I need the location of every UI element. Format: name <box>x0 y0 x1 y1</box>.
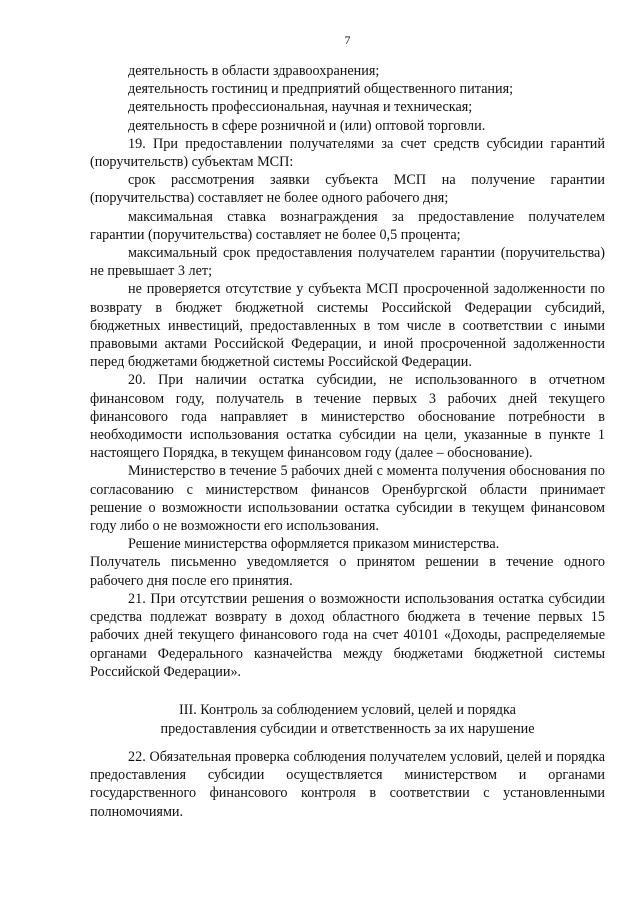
section-heading-line-2: предоставления субсидии и ответственность за их нарушение <box>160 721 535 737</box>
clause-19-rate: максимальная ставка вознаграждения за предоставление получателем гарантии (поручительства) составляет не более 0,5 процента; <box>90 208 605 243</box>
list-item-trade: деятельность в сфере розничной и (или) оптовой торговли. <box>128 117 486 134</box>
section-heading <box>90 701 605 739</box>
clause-19: 19. При предоставлении получателями за счет средств субсидии гарантий (поручительств) субъектам МСП: <box>90 135 605 171</box>
document-page <box>90 0 605 905</box>
clause-21: 21. При отсутствии решения о возможности использования остатка субсидии средства подлежат возврату в доход областного бюджета в течение первых 15 рабочих дней текущего финансового года на счет 40101 «Доходы, распределяемые органами Федерального казначейства между бюджетами бюджетной системы Российской Федерации». <box>90 590 605 680</box>
clause-20-notification: Получатель письменно уведомляется о принятом решении в течение одного рабочего дня после его принятия. <box>90 554 605 589</box>
list-item-hotels: деятельность гостиниц и предприятий общественного питания; <box>128 81 514 98</box>
document-body <box>90 62 605 681</box>
clause-19-term: срок рассмотрения заявки субъекта МСП на получение гарантии (поручительства) составляет не более одного рабочего дня; <box>90 172 605 207</box>
section-body <box>90 748 605 821</box>
clause-20-decision: Решение министерства оформляется приказом министерства. <box>128 536 500 553</box>
clause-20-ministry: Министерство в течение 5 рабочих дней с момента получения обоснования по согласованию с министерством финансов Оренбургской области принимает решение о возможности использовании остатка субсидии в текущем финансовом году либо о не возможности его использования. <box>90 463 605 535</box>
list-item-healthcare: деятельность в области здравоохранения; <box>128 63 380 79</box>
clause-19-debt-check: не проверяется отсутствие у субъекта МСП просроченной задолженности по возврату в бюджет бюджетной системы Российской Федерации субсидий, бюджетных инвестиций, предоставленных в том числе в соответствии с иными правовыми актами Российской Федерации, и иной просроченной задолженности перед бюджетами бюджетной системы Российской Федерации. <box>90 281 605 371</box>
clause-22: 22. Обязательная проверка соблюдения получателем условий, целей и порядка предоставления субсидии осуществляется министерством и органами государственного финансового контроля в соответствии с установленными полномочиями. <box>90 749 605 820</box>
section-heading-line-1: III. Контроль за соблюдением условий, целей и порядка <box>179 702 516 718</box>
page-number: 7 <box>344 33 351 47</box>
clause-19-max-term: максимальный срок предоставления получателем гарантии (поручительства) не превышает 3 лет; <box>90 245 605 280</box>
clause-20: 20. При наличии остатка субсидии, не использованного в отчетном финансовом году, получатель в течение первых 3 рабочих дней текущего финансового года направляет в министерство обоснование потребности в необходимости использования остатка субсидии на цели, указанные в пункте 1 настоящего Порядка, в текущем финансовом году (далее – обоснование). <box>90 372 605 462</box>
list-item-science: деятельность профессиональная, научная и техническая; <box>128 99 473 116</box>
